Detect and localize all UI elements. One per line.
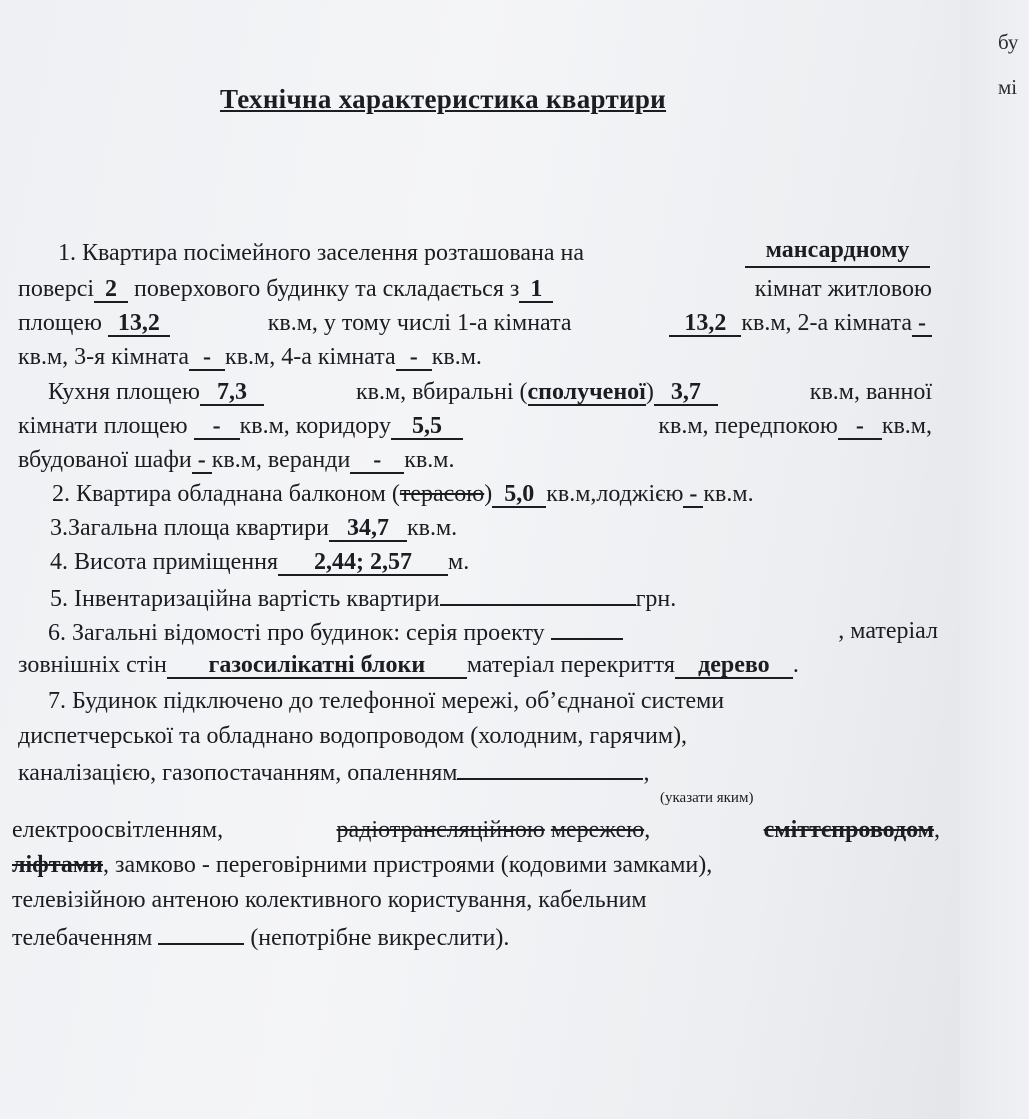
p1b-line3: вбудованої шафи - кв.м, веранди - кв.м. (18, 447, 455, 473)
project-series-blank (551, 616, 623, 640)
room2-area-value: - (912, 311, 932, 337)
inventory-value-blank (440, 582, 636, 606)
p5-line: 5. Інвентаризаційна вартість квартири грн. (50, 582, 676, 614)
room1-area-value: 13,2 (669, 311, 741, 337)
p1-line3: площею 13,2 кв.м, у тому числі 1-а кімната 13,2 кв.м, 2-а кімната - (18, 308, 932, 338)
p1-line4: кв.м, 3-я кімната - кв.м, 4-а кімната - кв.м. (18, 344, 482, 370)
p7-line3: каналізацією, газопостачанням, опаленням , (18, 756, 649, 788)
radio-network-struck: радіотрансляційною (336, 817, 545, 843)
ceiling-material-value: дерево (675, 653, 793, 679)
document-title: Технічна характеристика квартири (220, 84, 667, 114)
room3-area-value: - (189, 345, 225, 371)
terrace-struck-text: терасою (399, 481, 485, 507)
balcony-area-value: 5,0 (492, 482, 546, 508)
corridor-area-value: 5,5 (391, 414, 463, 440)
p6-line2: зовнішніх стін газосилікатні блоки матеріал перекриття дерево . (18, 652, 799, 678)
bathroom-area-value: - (194, 414, 240, 440)
rooms-value: 1 (519, 277, 553, 303)
p1-line1: 1. Квартира посімейного заселення розташована на мансардному (58, 238, 930, 268)
network-struck: мережею (550, 817, 645, 843)
adjacent-page-text-2: мі (998, 75, 1018, 99)
p7-line5: ліфтами, замково - переговірними пристроями (кодовими замками), (12, 852, 713, 878)
ceiling-height-value: 2,44; 2,57 (278, 550, 448, 576)
total-area-value: 34,7 (329, 516, 407, 542)
toilet-area-value: 3,7 (654, 380, 718, 406)
p1-line2: поверсі 2 поверхового будинку та складається з 1 кімнат житловою (18, 276, 932, 302)
p7-line6: телевізійною антеною колективного користування, кабельним (12, 887, 647, 913)
p7-line1: 7. Будинок підключено до телефонної мережі, об’єднаної системи (48, 688, 725, 714)
p6-line1: 6. Загальні відомості про будинок: серія проекту , матеріал (48, 618, 938, 646)
elevators-struck: ліфтами (12, 852, 103, 878)
p3-line: 3.Загальна площа квартири 34,7 кв.м. (50, 515, 458, 541)
specify-note: (указати яким) (660, 790, 754, 806)
p4-line: 4. Висота приміщення 2,44; 2,57 м. (50, 549, 470, 575)
heating-type-blank (457, 756, 643, 780)
p7-line7: телебаченням (непотрібне викреслити). (12, 921, 509, 953)
closet-area-value: - (192, 448, 212, 474)
living-area-value: 13,2 (108, 311, 170, 337)
p1b-line1: Кухня площею 7,3 кв.м, вбиральні (сполученої) 3,7 кв.м, ванної (48, 379, 932, 405)
cable-tv-blank (158, 921, 244, 945)
toilet-type-value: сполученої (527, 379, 646, 405)
wall-material-value: газосилікатні блоки (167, 653, 467, 679)
kitchen-area-value: 7,3 (200, 380, 264, 406)
adjacent-page-text-1: бу (998, 30, 1019, 54)
garbage-chute-struck: сміттєпроводом (763, 817, 934, 843)
p1b-line2: кімнати площею - кв.м, коридору 5,5 кв.м, передпокою - кв.м, (18, 413, 932, 439)
p7-line2: диспетчерської та обладнано водопроводом (холодним, гарячим), (18, 723, 688, 749)
floors-value: 2 (94, 277, 128, 303)
p7-line4: електроосвітленням, радіотрансляційною мережею, сміттєпроводом, (12, 817, 940, 843)
loggia-area-value: - (683, 482, 703, 508)
p2-line: 2. Квартира обладнана балконом (терасою) 5,0 кв.м,лоджією - кв.м. (52, 481, 754, 507)
floor-type-value: мансардному (745, 238, 930, 268)
hall-area-value: - (838, 414, 882, 440)
room4-area-value: - (396, 345, 432, 371)
veranda-area-value: - (350, 448, 404, 474)
